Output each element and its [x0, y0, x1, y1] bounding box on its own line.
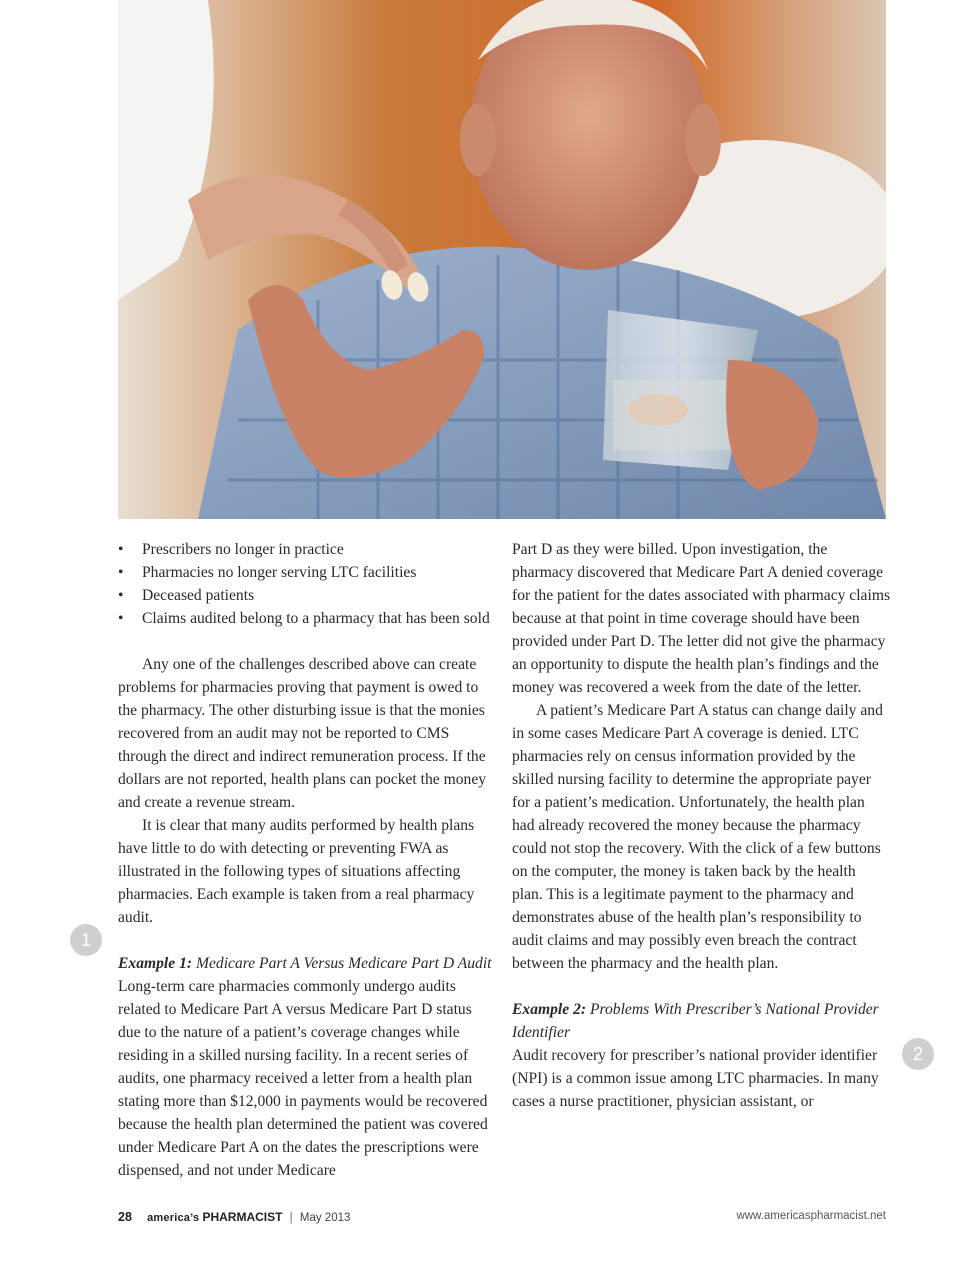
- paragraph: Audit recovery for prescriber’s national provider identifier (NPI) is a common issue among LTC pharmacies. In many cases a nurse practitioner, physician assistant, or: [512, 1047, 879, 1110]
- hero-photo: [118, 0, 886, 519]
- right-column: [512, 538, 890, 1113]
- magazine-name-small: america’s: [147, 1212, 200, 1224]
- left-column: [118, 538, 496, 1182]
- example-2-title: Problems With Prescriber’s National Provider Identifier: [512, 1001, 879, 1041]
- spacer: [118, 929, 496, 952]
- paragraph: A patient’s Medicare Part A status can change daily and in some cases Medicare Part A coverage is denied. LTC pharmacies rely on census information provided by the skilled nursing facility to determine the appropriate payer for a patient’s medication. Unfortunately, the health plan had already recovered the money because the pharmacy could not stop the recovery. With the click of a few buttons on the computer, the money is taken back by the health plan. This is a legitimate payment to the pharmacy and demonstrates abuse of the health plan’s responsibility to audit claims and may possibly even breach the contract between the pharmacy and the health plan.: [512, 702, 883, 972]
- list-item: • Prescribers no longer in practice: [118, 538, 496, 561]
- example-2-label: Example 2:: [512, 1001, 587, 1018]
- footer-left: [118, 1210, 350, 1224]
- page-number: 28: [118, 1210, 132, 1224]
- example-2-heading: [512, 998, 890, 1044]
- issue-date: May 2013: [299, 1212, 351, 1224]
- margin-marker-1: 1: [70, 924, 102, 956]
- page-footer: [118, 1210, 886, 1228]
- margin-marker-2: 2: [902, 1038, 934, 1070]
- magazine-name: PHARMACIST: [202, 1210, 283, 1224]
- paragraph: Part D as they were billed. Upon investigation, the pharmacy discovered that Medicare Part A denied coverage for the patient for the dates associated with pharmacy claims because at that point in time coverage should have been provided under Part D. The letter did not give the pharmacy an opportunity to dispute the health plan’s findings and the money was recovered a week from the date of the letter.: [512, 541, 891, 696]
- example-1-heading: [118, 952, 496, 975]
- paragraph: Long-term care pharmacies commonly undergo audits related to Medicare Part A versus Medicare Part D status due to the nature of a patient’s coverage changes while residing in a skilled nursing facility. In a recent series of audits, one pharmacy received a letter from a health plan stating more than $12,000 in payments would be recovered because the health plan determined the patient was covered under Medicare Part A on the dates the prescriptions were dispensed, and not under Medicare: [118, 978, 488, 1179]
- paragraph: It is clear that many audits performed by health plans have little to do with detecting or preventing FWA as illustrated in the following types of situations affecting pharmacies. Each example is taken from a real pharmacy audit.: [118, 817, 475, 926]
- list-item: • Pharmacies no longer serving LTC facilities: [118, 561, 496, 584]
- list-item: • Claims audited belong to a pharmacy that has been sold: [118, 607, 496, 630]
- spacer: [512, 975, 890, 998]
- example-1-label: Example 1:: [118, 955, 193, 972]
- photo-illustration: [118, 0, 886, 519]
- paragraph: Any one of the challenges described above can create problems for pharmacies proving that payment is owed to the pharmacy. The other disturbing issue is that the monies recovered from an audit may not be reported to CMS through the direct and indirect remuneration process. If the dollars are not reported, health plans can pocket the money and create a revenue stream.: [118, 656, 487, 811]
- list-item: • Deceased patients: [118, 584, 496, 607]
- footer-separator: |: [289, 1212, 293, 1224]
- website-url: www.americaspharmacist.net: [736, 1210, 886, 1222]
- bullet-list: [118, 538, 496, 630]
- spacer: [118, 630, 496, 653]
- example-1-title: Medicare Part A Versus Medicare Part D Audit: [195, 955, 492, 972]
